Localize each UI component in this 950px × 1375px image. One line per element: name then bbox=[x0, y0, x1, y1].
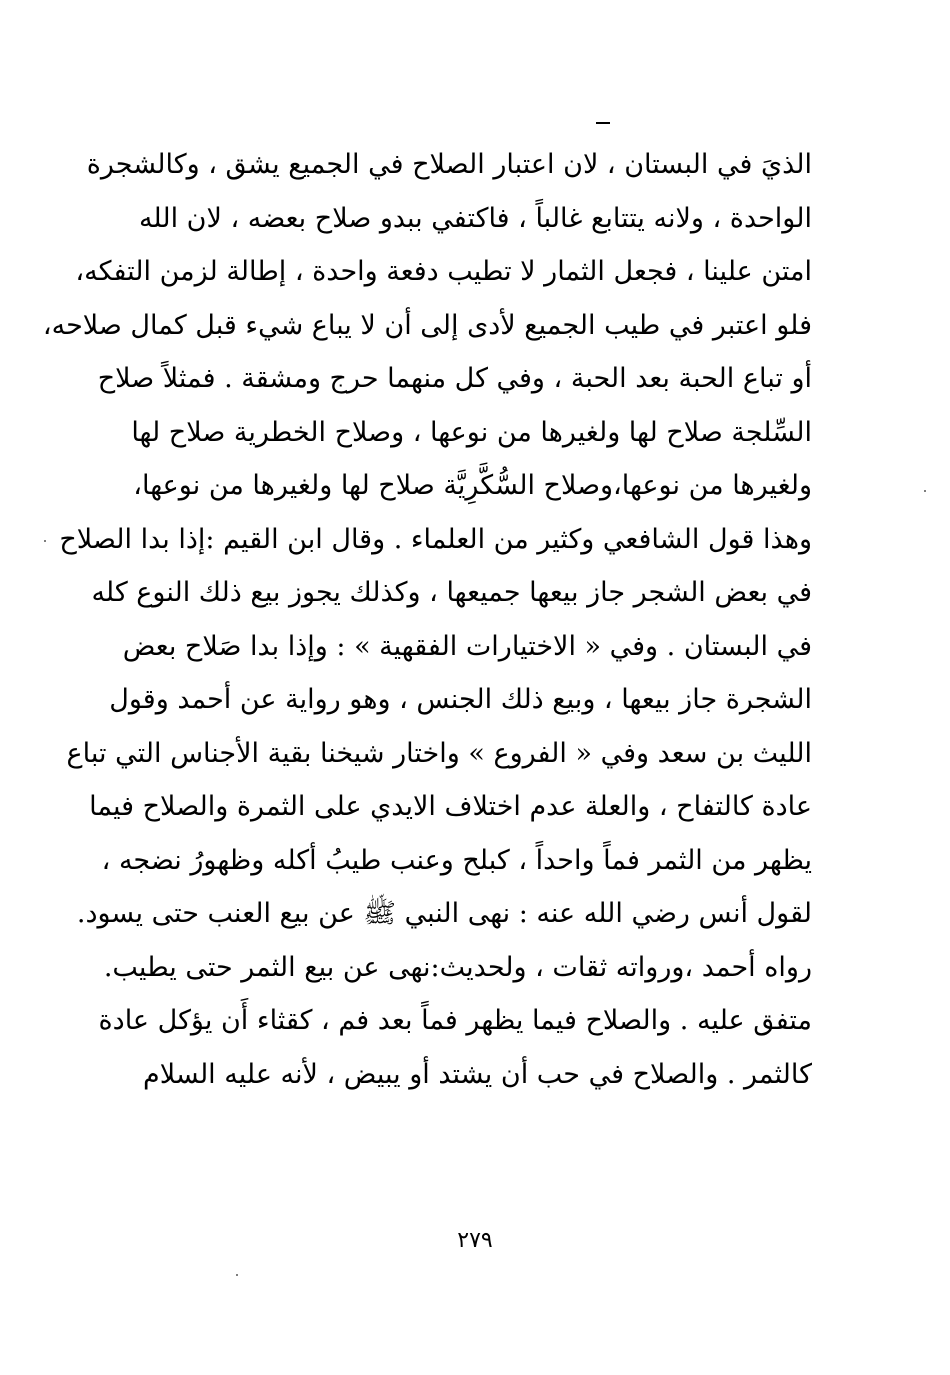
text-line: امتن علينا ، فجعل الثمار لا تطيب دفعة واحدة ، إطالة لزمن التفكه، bbox=[75, 256, 812, 287]
text-line: فلو اعتبر في طيب الجميع لأدى إلى أن لا يباع شيء قبل كمال صلاحه، bbox=[42, 309, 812, 341]
text-line: أو تباع الحبة بعد الحبة ، وفي كل منهما حرج ومشقة . فمثلاً صلاح bbox=[97, 363, 812, 394]
text-line: متفق عليه . والصلاح فيما يظهر فماً بعد فم ، كقثاء أَن يؤكل عادة bbox=[98, 1005, 812, 1036]
page-number: ٢٧٩ bbox=[457, 1228, 493, 1253]
text-line: يظهر من الثمر فماً واحداً ، كبلح وعنب طيبُ أكله وظهورُ نضجه ، bbox=[101, 844, 812, 876]
text-line: وهذا قول الشافعي وكثير من العلماء . وقال ابن القيم :إذا بدا الصلاح bbox=[59, 523, 812, 555]
scan-speck bbox=[924, 490, 926, 492]
text-line: في بعض الشجر جاز بيعها جميعها ، وكذلك يجوز بيع ذلك النوع كله bbox=[91, 577, 812, 608]
scan-speck bbox=[44, 540, 46, 542]
text-line: كالثمر . والصلاح في حب أن يشتد أو يبيض ، لأنه عليه السلام bbox=[143, 1058, 812, 1090]
text-line: الذيَ في البستان ، لان اعتبار الصلاح في الجميع يشق ، وكالشجرة bbox=[86, 149, 812, 180]
text-line: في البستان . وفي « الاختيارات الفقهية » : وإذا بدا صَلاح بعض bbox=[122, 630, 812, 662]
text-line: السِّلجة صلاح لها ولغيرها من نوعها ، وصلاح الخطرية صلاح لها bbox=[131, 416, 812, 448]
text-line: رواه أحمد ،ورواته ثقات ، ولحديث:نهى عن بيع الثمر حتى يطيب. bbox=[103, 951, 812, 983]
text-line: عادة كالتفاح ، والعلة عدم اختلاف الايدي على الثمرة والصلاح فيما bbox=[89, 791, 812, 822]
scan-speck bbox=[236, 1274, 238, 1276]
text-line: ولغيرها من نوعها،وصلاح السُّكَّرِيَّة صلاح لها ولغيرها من نوعها، bbox=[133, 470, 812, 501]
text-line: الليث بن سعد وفي « الفروع » واختار شيخنا بقية الأجناس التي تباع bbox=[66, 737, 812, 769]
text-line: الشجرة جاز بيعها ، وبيع ذلك الجنس ، وهو رواية عن أحمد وقول bbox=[109, 684, 812, 715]
text-body bbox=[42, 138, 812, 1101]
top-mark bbox=[596, 122, 610, 124]
text-line: لقول أنس رضي الله عنه : نهى النبي ﷺ عن بيع العنب حتى يسود. bbox=[76, 898, 812, 929]
text-line: الواحدة ، ولانه يتتابع غالباً ، فاكتفي ببدو صلاح بعضه ، لان الله bbox=[138, 202, 812, 234]
